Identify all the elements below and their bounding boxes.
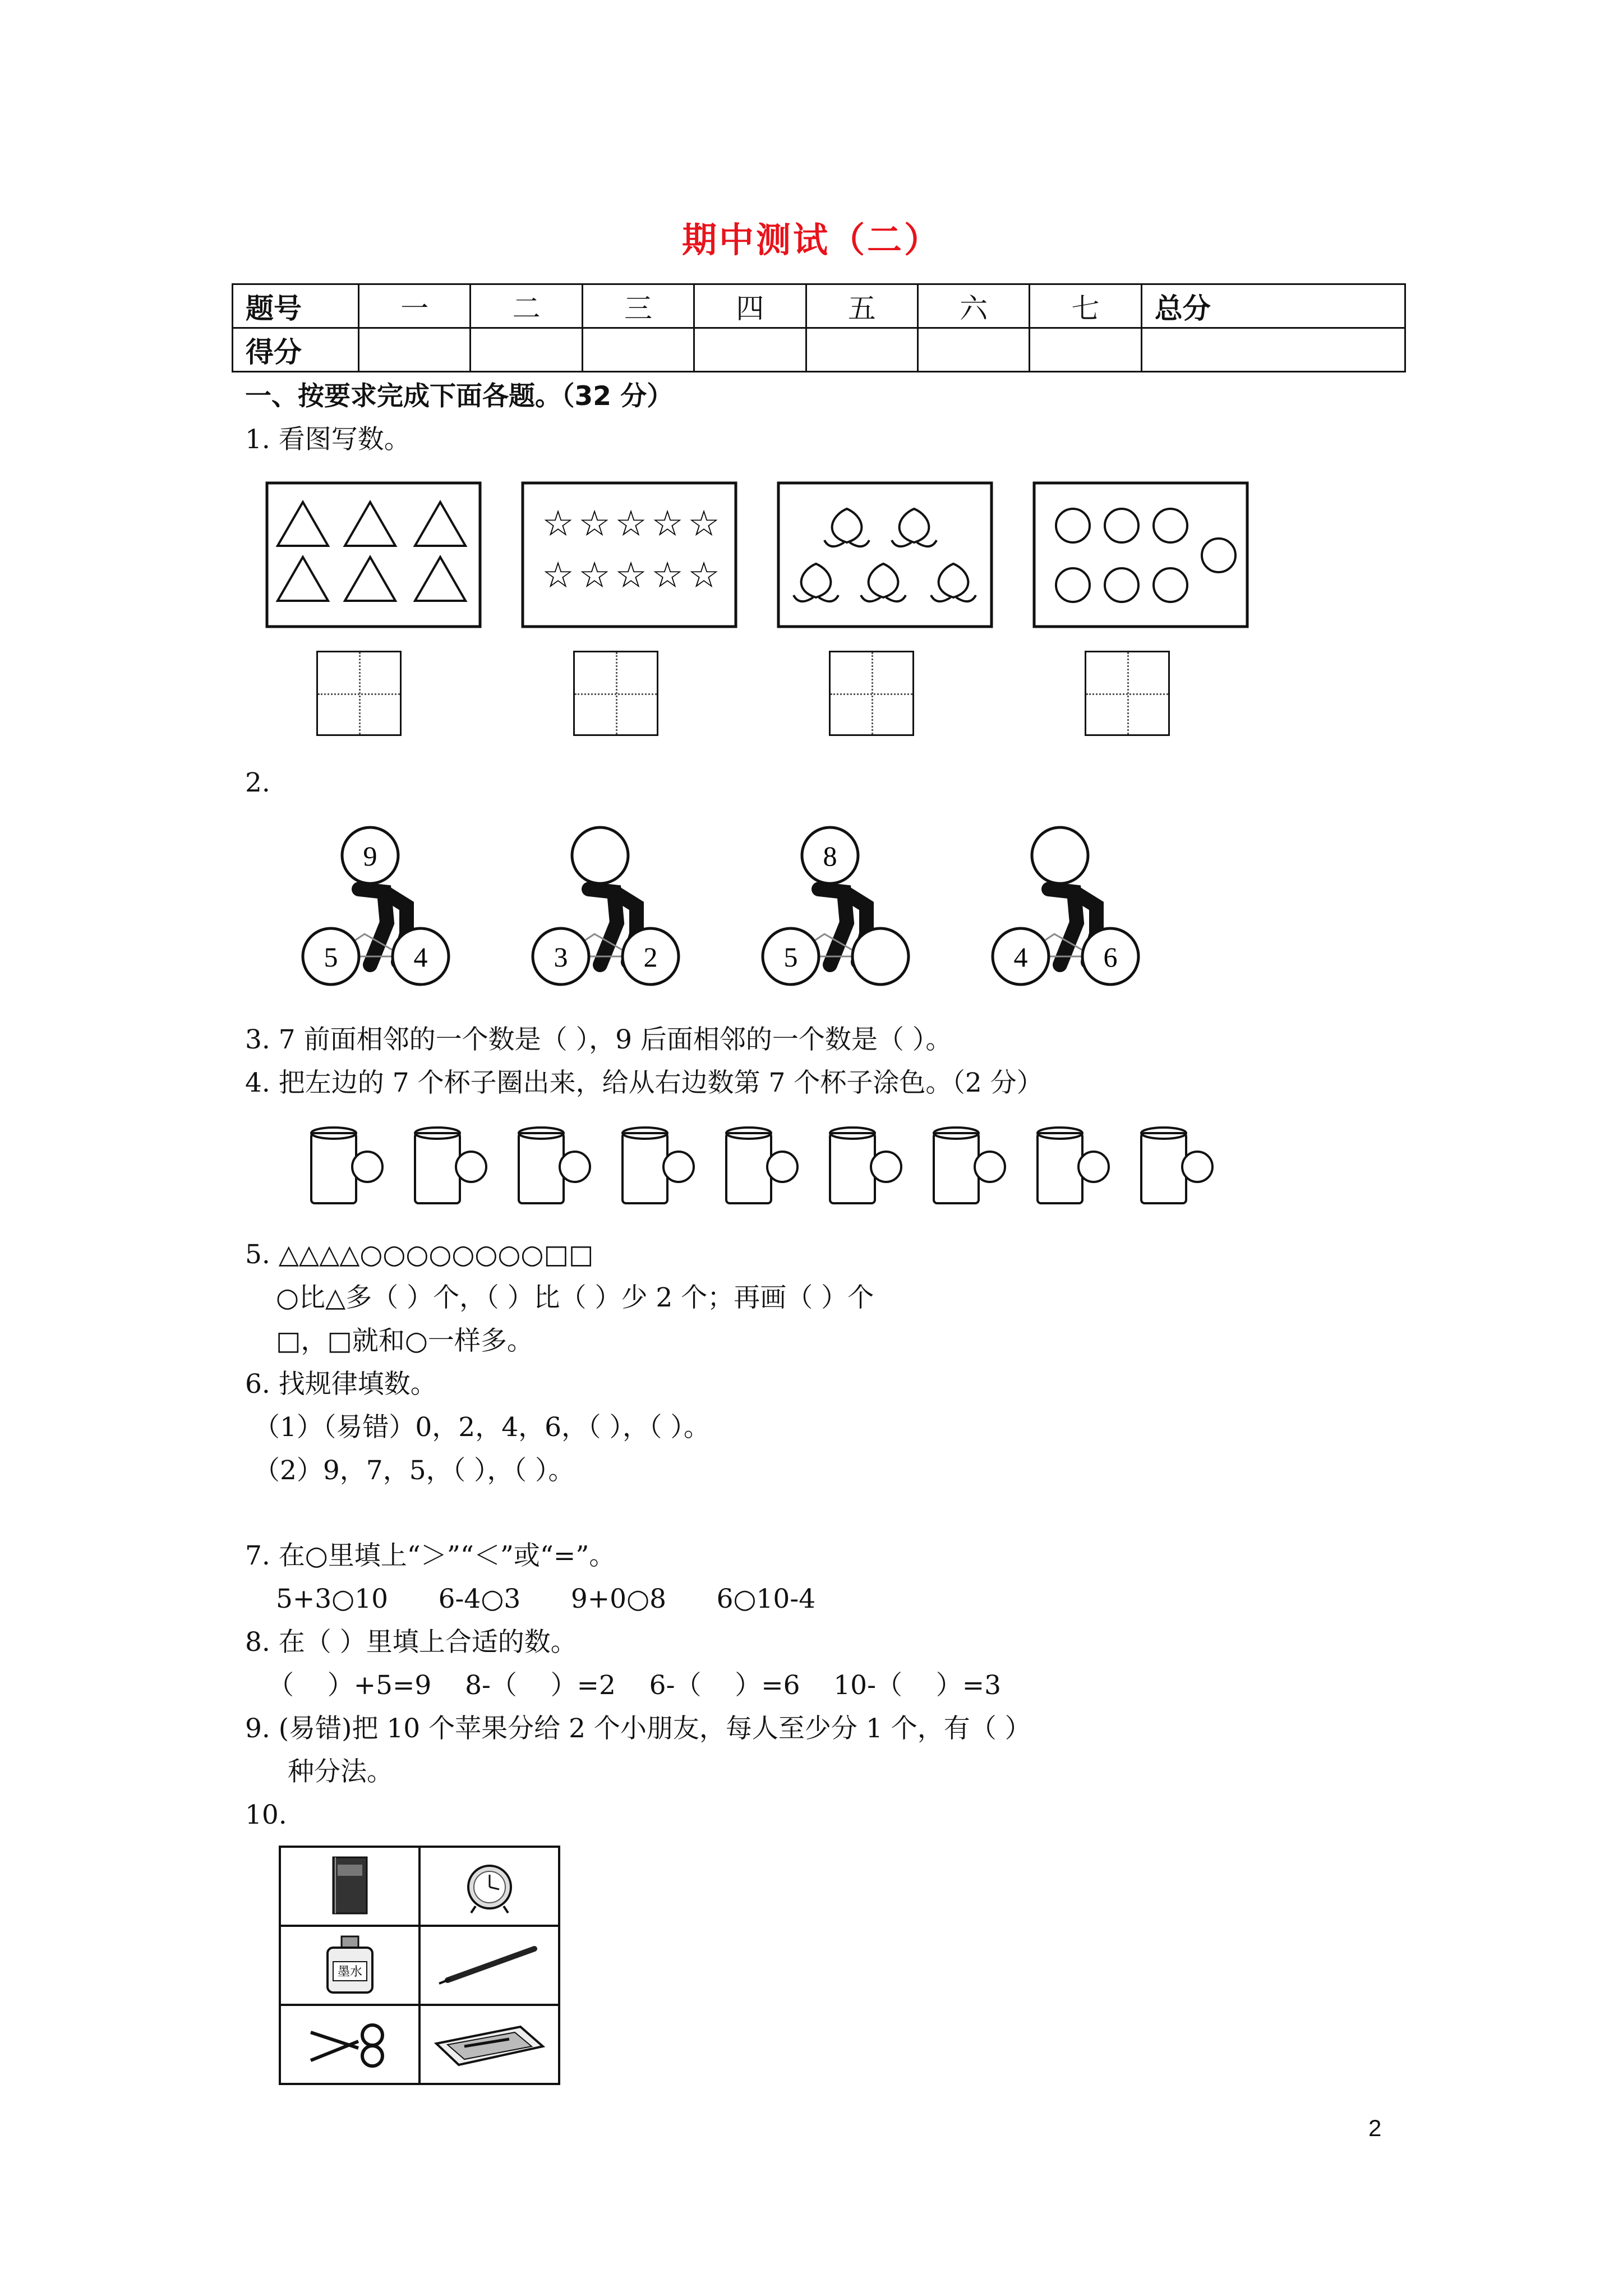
svg-text:☆: ☆ [542, 555, 574, 596]
ink-bottle-icon [319, 1934, 381, 1995]
pencil-case-icon [431, 2016, 548, 2072]
q7-label: 7. 在○里填上“＞”“＜”或“=”。 [245, 1540, 616, 1571]
table-cell [280, 1926, 419, 2005]
q2-bicycle-figures [292, 822, 1245, 996]
circles-figure [1034, 483, 1247, 627]
bicycle-rider-4 [993, 827, 1138, 984]
alarm-clock-icon [459, 1855, 520, 1916]
q1-label: 1. 看图写数。 [245, 424, 411, 455]
svg-text:☆: ☆ [651, 555, 684, 596]
score-table [232, 283, 1406, 372]
score-table-score-row [233, 328, 1405, 372]
q5-line2: ○比△多（ ）个，（ ）比（ ）少 2 个；再画（ ）个 [276, 1282, 874, 1313]
q6-line2: （2）9，7，5，（ ），（ ）。 [253, 1455, 575, 1486]
q5-shapes: 5. △△△△○○○○○○○○□□ [245, 1239, 594, 1270]
stationery-table [279, 1846, 560, 2085]
cup-icon [1141, 1128, 1212, 1203]
svg-text:☆: ☆ [615, 555, 647, 596]
scissors-icon [305, 2016, 395, 2072]
q2-label: 2. [245, 767, 270, 798]
q6-label: 6. 找规律填数。 [245, 1369, 437, 1400]
answer-box-2[interactable] [573, 651, 658, 736]
stars-figure [523, 483, 736, 627]
score-cell[interactable] [1030, 328, 1141, 372]
pen-icon [434, 1942, 546, 1987]
page-title: 期中测试（二） [681, 219, 941, 260]
bicycle-rider-2 [533, 827, 679, 984]
table-cell [419, 1926, 559, 2005]
cup-icon [1038, 1128, 1109, 1203]
rider-1-head: 9 [363, 840, 377, 872]
q6-line1: （1）（易错）0，2，4，6，（ ），（ ）。 [253, 1412, 710, 1443]
score-label: 得分 [233, 328, 359, 372]
q8-items: （ ）+5=9 8-（ ）=2 6-（ ）=6 10-（ ）=3 [268, 1670, 1001, 1701]
section-1-heading: 一、按要求完成下面各题。（32 分） [245, 381, 674, 412]
cup-icon [311, 1128, 382, 1203]
score-cell[interactable] [1141, 328, 1405, 372]
score-col-6: 六 [917, 284, 1029, 328]
score-table-header-row [233, 284, 1405, 328]
answer-box-4[interactable] [1085, 651, 1170, 736]
q7-items: 5+3○10 6-4○3 9+0○8 6○10-4 [276, 1584, 816, 1614]
triangles-figure [267, 483, 480, 627]
svg-text:☆: ☆ [651, 503, 684, 545]
cup-icon [519, 1128, 590, 1203]
cup-icon [623, 1128, 694, 1203]
rider-2-front: 2 [643, 941, 658, 973]
q5-line3: □，□就和○一样多。 [276, 1326, 533, 1356]
table-cell [280, 1847, 419, 1926]
q4-text: 4. 把左边的 7 个杯子圈出来，给从右边数第 7 个杯子涂色。（2 分） [245, 1068, 1043, 1098]
cup-icon [934, 1128, 1005, 1203]
svg-text:☆: ☆ [578, 503, 611, 545]
bicycle-rider-3 [763, 827, 909, 984]
rider-2-back: 3 [554, 941, 568, 973]
cup-icon [830, 1128, 901, 1203]
table-cell [419, 1847, 559, 1926]
svg-text:☆: ☆ [578, 555, 611, 596]
svg-text:☆: ☆ [688, 555, 720, 596]
score-cell[interactable] [359, 328, 471, 372]
question-number-label: 题号 [233, 284, 359, 328]
peaches-figure [778, 483, 992, 627]
bicycle-rider-1 [303, 827, 449, 984]
rider-3-head: 8 [823, 840, 837, 872]
page-number: 2 [1368, 2115, 1382, 2141]
score-cell[interactable] [806, 328, 917, 372]
cup-icon [415, 1128, 486, 1203]
rider-1-back: 5 [324, 941, 338, 973]
svg-text:墨水: 墨水 [337, 1964, 362, 1979]
score-col-7: 七 [1030, 284, 1141, 328]
score-cell[interactable] [694, 328, 806, 372]
table-cell [419, 2005, 559, 2084]
svg-text:☆: ☆ [688, 503, 720, 545]
rider-3-back: 5 [783, 941, 798, 973]
q3-text: 3. 7 前面相邻的一个数是（ ），9 后面相邻的一个数是（ ）。 [245, 1024, 952, 1055]
score-col-3: 三 [582, 284, 694, 328]
answer-box-1[interactable] [316, 651, 402, 736]
cup-icon [726, 1128, 797, 1203]
book-icon [328, 1855, 372, 1916]
svg-text:☆: ☆ [615, 503, 647, 545]
total-score-label: 总分 [1141, 284, 1405, 328]
rider-4-front: 6 [1103, 941, 1118, 973]
svg-text:☆: ☆ [542, 503, 574, 545]
score-cell[interactable] [917, 328, 1029, 372]
answer-box-3[interactable] [829, 651, 914, 736]
q1-figures [264, 480, 1273, 631]
score-col-1: 一 [359, 284, 471, 328]
score-cell[interactable] [471, 328, 582, 372]
q10-label: 10. [245, 1800, 287, 1830]
score-col-4: 四 [694, 284, 806, 328]
rider-4-back: 4 [1013, 941, 1028, 973]
cups-row [306, 1122, 1259, 1212]
q9-line2: 种分法。 [288, 1756, 393, 1787]
score-cell[interactable] [582, 328, 694, 372]
q8-label: 8. 在（ ）里填上合适的数。 [245, 1627, 577, 1658]
q9-line1: 9. (易错)把 10 个苹果分给 2 个小朋友，每人至少分 1 个，有（ ） [245, 1713, 1031, 1744]
rider-1-front: 4 [413, 941, 428, 973]
score-col-2: 二 [471, 284, 582, 328]
table-cell [280, 2005, 419, 2084]
score-col-5: 五 [806, 284, 917, 328]
